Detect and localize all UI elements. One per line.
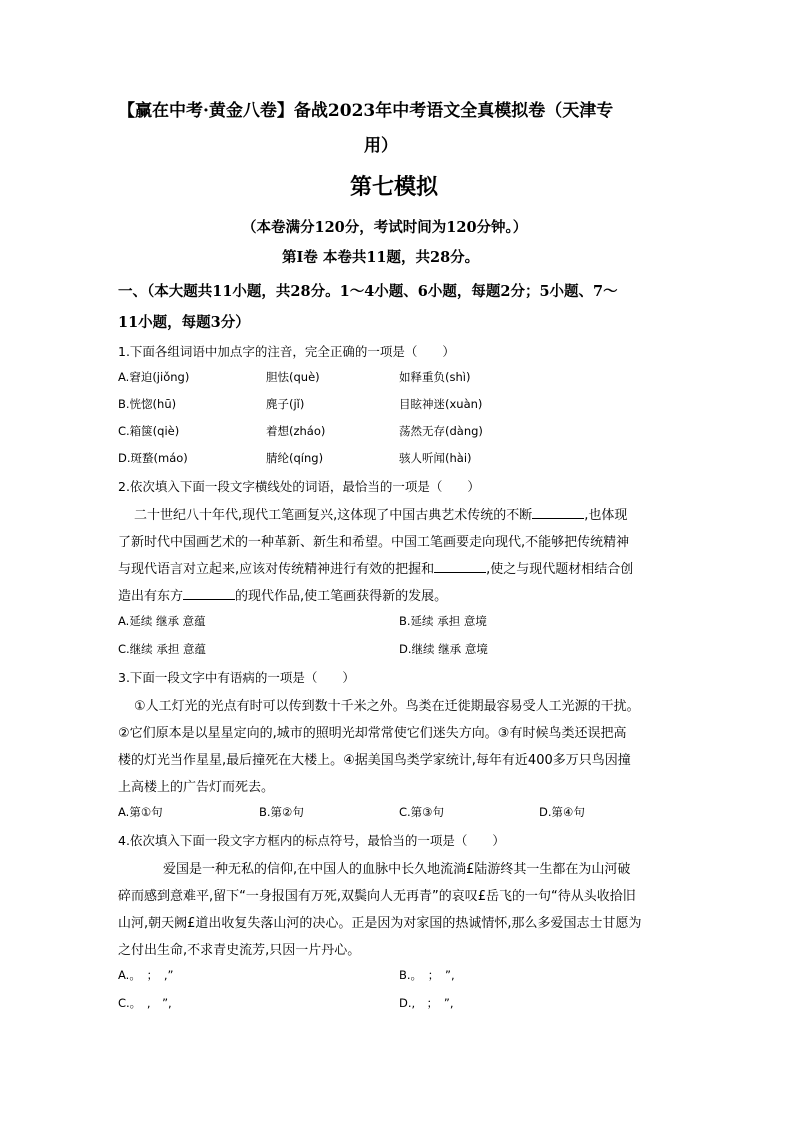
q4-passage-line-4: 之付出生命,不求青史流芳,只因一片丹心。 — [118, 943, 361, 958]
q4-option-a: A.。 ； ,” — [118, 968, 174, 982]
q3-passage-line-1: ①人工灯光的光点有时可以传到数十千米之外。鸟类在迁徙期最容易受人工光源的干扰。 — [134, 699, 640, 714]
q2-option-d: D.继续 继承 意境 — [399, 642, 488, 656]
exam-info: （本卷满分120分，考试时间为120分钟。） — [242, 219, 528, 236]
q2-text-1a: 二十世纪八十年代,现代工笔画复兴,这体现了中国古典艺术传统的不断 — [134, 508, 533, 523]
blank-line-3 — [183, 587, 235, 600]
q2-passage-line-3 — [118, 558, 633, 577]
q3-option-a: A.第①句 — [118, 805, 163, 819]
section-heading-line-1: 一、（本大题共11小题，共28分。1～4小题、6小题，每题2分；5小题、7～ — [118, 283, 618, 300]
q4-passage-line-3: 山河,朝天阙£道出收复失落山河的决心。正是因为对家国的热诚情怀,那么多爱国志士甘愿为 — [118, 916, 642, 931]
q2-passage-line-4 — [118, 585, 447, 604]
q1-option-a: A.窘迫(jiǒng) — [118, 370, 190, 384]
q2-option-b: B.延续 承担 意境 — [399, 614, 487, 628]
q1-option-b-word3: 目眩神迷(xuàn) — [399, 397, 483, 411]
q1-option-d: D.斑蝥(máo) — [118, 451, 188, 465]
q1-option-d-word3: 骇人听闻(hài) — [399, 451, 472, 465]
page-title: 第七模拟 — [350, 174, 439, 200]
q1-option-a-word3: 如释重负(shì) — [399, 370, 471, 384]
q1-option-a-word2: 胆怯(què) — [266, 370, 320, 384]
header-line-1: 【赢在中考·黄金八卷】备战2023年中考语文全真模拟卷（天津专 — [118, 101, 614, 121]
q3-passage-line-2: ②它们原本是以星星定向的,城市的照明光却常常使它们迷失方向。③有时候鸟类还误把高 — [118, 726, 627, 741]
q4-option-b: B.。 ； ”, — [399, 968, 455, 982]
q3-passage-line-4: 上高楼上的广告灯而死去。 — [118, 780, 275, 795]
part-heading: 第Ⅰ卷 本卷共11题，共28分。 — [282, 249, 480, 266]
q1-option-b-word2: 麂子(jǐ) — [266, 397, 305, 411]
q3-passage-line-3: 楼的灯光当作星星,最后撞死在大楼上。④据美国鸟类学家统计,每年有近400多万只鸟因撞 — [118, 753, 631, 768]
q3-stem: 3.下面一段文字中有语病的一项是（ ） — [118, 670, 355, 685]
q4-passage-line-1: 爱国是一种无私的信仰,在中国人的血脉中长久地流淌£陆游终其一生都在为山河破 — [163, 862, 631, 877]
q3-option-b: B.第②句 — [259, 805, 304, 819]
q1-option-d-word2: 腈纶(qíng) — [266, 451, 324, 465]
q2-text-3b: ,使之与现代题材相结合创 — [486, 562, 634, 577]
q4-option-c: C.。 , ”, — [118, 996, 172, 1010]
q1-option-c-word2: 着想(zháo) — [266, 424, 326, 438]
q3-option-d: D.第④句 — [539, 805, 585, 819]
blank-line-2 — [434, 560, 486, 573]
q1-option-c-word3: 荡然无存(dàng) — [399, 424, 483, 438]
q2-text-3a: 与现代语言对立起来,应该对传统精神进行有效的把握和 — [118, 562, 435, 577]
q2-passage-line-1 — [134, 504, 627, 523]
q2-option-c: C.继续 承担 意蕴 — [118, 642, 206, 656]
q3-option-c: C.第③句 — [399, 805, 444, 819]
q4-stem: 4.依次填入下面一段文字方框内的标点符号，最恰当的一项是（ ） — [118, 833, 505, 848]
q2-stem: 2.依次填入下面一段文字横线处的词语，最恰当的一项是（ ） — [118, 479, 480, 494]
q2-text-4a: 造出有东方 — [118, 589, 184, 604]
header-line-2: 用） — [364, 136, 398, 156]
q2-text-1b: ,也体现 — [584, 508, 628, 523]
section-heading-line-2: 11小题，每题3分） — [118, 314, 250, 331]
q2-text-4b: 的现代作品,使工笔画获得新的发展。 — [235, 589, 448, 604]
q1-option-b: B.恍惚(hū) — [118, 397, 177, 411]
q2-option-a: A.延续 继承 意蕴 — [118, 614, 206, 628]
q1-stem: 1.下面各组词语中加点字的注音，完全正确的一项是（ ） — [118, 344, 455, 359]
q1-option-c: C.箱箧(qiè) — [118, 424, 180, 438]
blank-line-1 — [532, 506, 584, 519]
q2-passage-line-2: 了新时代中国画艺术的一种革新、新生和希望。中国工笔画要走向现代,不能够把传统精神 — [118, 535, 630, 550]
q4-passage-line-2: 碎而感到意难平,留下“一身报国有万死,双鬓向人无再青”的哀叹£岳飞的一句“待从头收拾旧 — [118, 889, 636, 904]
q4-option-d: D., ； ”, — [399, 996, 454, 1010]
